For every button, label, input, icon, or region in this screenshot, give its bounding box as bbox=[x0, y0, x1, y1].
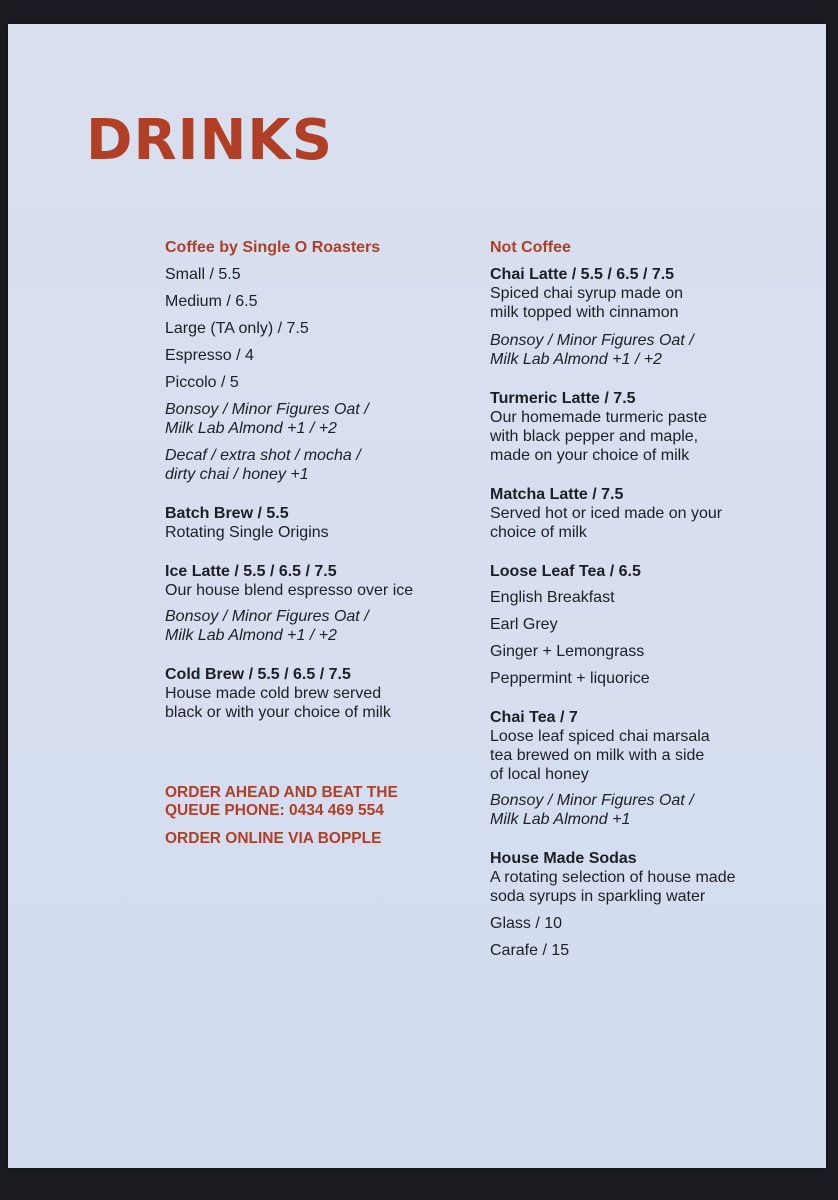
item-desc: black or with your choice of milk bbox=[165, 704, 391, 721]
item-desc: made on your choice of milk bbox=[490, 447, 690, 464]
item-title: Cold Brew / 5.5 / 6.5 / 7.5 bbox=[165, 666, 351, 683]
house-sodas-item bbox=[490, 849, 790, 960]
cta-phone: QUEUE PHONE: 0434 469 554 bbox=[165, 802, 384, 819]
extras-line: dirty chai / honey +1 bbox=[165, 466, 309, 483]
price-item: Large (TA only) / 7.5 bbox=[165, 320, 309, 337]
milk-line: Milk Lab Almond +1 / +2 bbox=[165, 627, 337, 644]
milk-options bbox=[165, 400, 465, 438]
page-title: DRINKS bbox=[86, 108, 334, 173]
item-desc: House made cold brew served bbox=[165, 685, 382, 702]
item-title: Ice Latte / 5.5 / 6.5 / 7.5 bbox=[165, 563, 337, 580]
soda-size: Glass / 10 bbox=[490, 915, 563, 932]
price-item: Medium / 6.5 bbox=[165, 293, 258, 310]
item-desc: A rotating selection of house made bbox=[490, 869, 736, 886]
item-title: Turmeric Latte / 7.5 bbox=[490, 390, 636, 407]
item-title: Matcha Latte / 7.5 bbox=[490, 486, 624, 503]
cta-online: ORDER ONLINE VIA BOPPLE bbox=[165, 830, 382, 847]
item-title: Loose Leaf Tea / 6.5 bbox=[490, 563, 641, 580]
tea-option: Peppermint + liquorice bbox=[490, 670, 650, 687]
milk-line: Milk Lab Almond +1 / +2 bbox=[490, 351, 662, 368]
price-item: Espresso / 4 bbox=[165, 347, 254, 364]
item-desc: Served hot or iced made on your bbox=[490, 505, 723, 522]
milk-line: Milk Lab Almond +1 / +2 bbox=[165, 420, 337, 437]
item-desc: of local honey bbox=[490, 766, 589, 783]
item-desc: with black pepper and maple, bbox=[490, 428, 699, 445]
ice-latte-item bbox=[165, 562, 465, 645]
loose-leaf-tea-item bbox=[490, 562, 790, 688]
order-ahead-notice bbox=[165, 784, 465, 848]
chai-latte-item bbox=[490, 265, 790, 369]
milk-line: Bonsoy / Minor Figures Oat / bbox=[490, 792, 694, 809]
turmeric-latte-item bbox=[490, 389, 790, 465]
item-desc: Rotating Single Origins bbox=[165, 524, 329, 541]
soda-size: Carafe / 15 bbox=[490, 942, 570, 959]
item-desc: Loose leaf spiced chai marsala bbox=[490, 728, 710, 745]
item-desc: Spiced chai syrup made on bbox=[490, 285, 683, 302]
cta-line: ORDER AHEAD AND BEAT THE bbox=[165, 784, 398, 801]
not-coffee-column bbox=[490, 238, 790, 960]
chai-tea-item bbox=[490, 708, 790, 829]
milk-line: Bonsoy / Minor Figures Oat / bbox=[490, 332, 694, 349]
item-desc: tea brewed on milk with a side bbox=[490, 747, 705, 764]
milk-line: Bonsoy / Minor Figures Oat / bbox=[165, 608, 369, 625]
section-heading-coffee: Coffee by Single O Roasters bbox=[165, 239, 381, 256]
item-title: Chai Tea / 7 bbox=[490, 709, 578, 726]
item-title: House Made Sodas bbox=[490, 850, 637, 867]
item-desc: milk topped with cinnamon bbox=[490, 304, 679, 321]
item-title: Batch Brew / 5.5 bbox=[165, 505, 289, 522]
cold-brew-item bbox=[165, 665, 465, 722]
tea-option: Ginger + Lemongrass bbox=[490, 643, 645, 660]
extras-line: Decaf / extra shot / mocha / bbox=[165, 447, 361, 464]
section-heading-not-coffee: Not Coffee bbox=[490, 239, 571, 256]
item-desc: Our house blend espresso over ice bbox=[165, 582, 414, 599]
item-desc: choice of milk bbox=[490, 524, 587, 541]
item-desc: soda syrups in sparkling water bbox=[490, 888, 706, 905]
milk-line: Bonsoy / Minor Figures Oat / bbox=[165, 401, 369, 418]
tea-option: English Breakfast bbox=[490, 589, 615, 606]
coffee-column bbox=[165, 238, 465, 848]
batch-brew-item bbox=[165, 504, 465, 542]
item-title: Chai Latte / 5.5 / 6.5 / 7.5 bbox=[490, 266, 675, 283]
price-item: Small / 5.5 bbox=[165, 266, 241, 283]
matcha-latte-item bbox=[490, 485, 790, 542]
milk-line: Milk Lab Almond +1 bbox=[490, 811, 631, 828]
extras-options bbox=[165, 446, 465, 484]
price-item: Piccolo / 5 bbox=[165, 374, 239, 391]
item-desc: Our homemade turmeric paste bbox=[490, 409, 707, 426]
tea-option: Earl Grey bbox=[490, 616, 558, 633]
